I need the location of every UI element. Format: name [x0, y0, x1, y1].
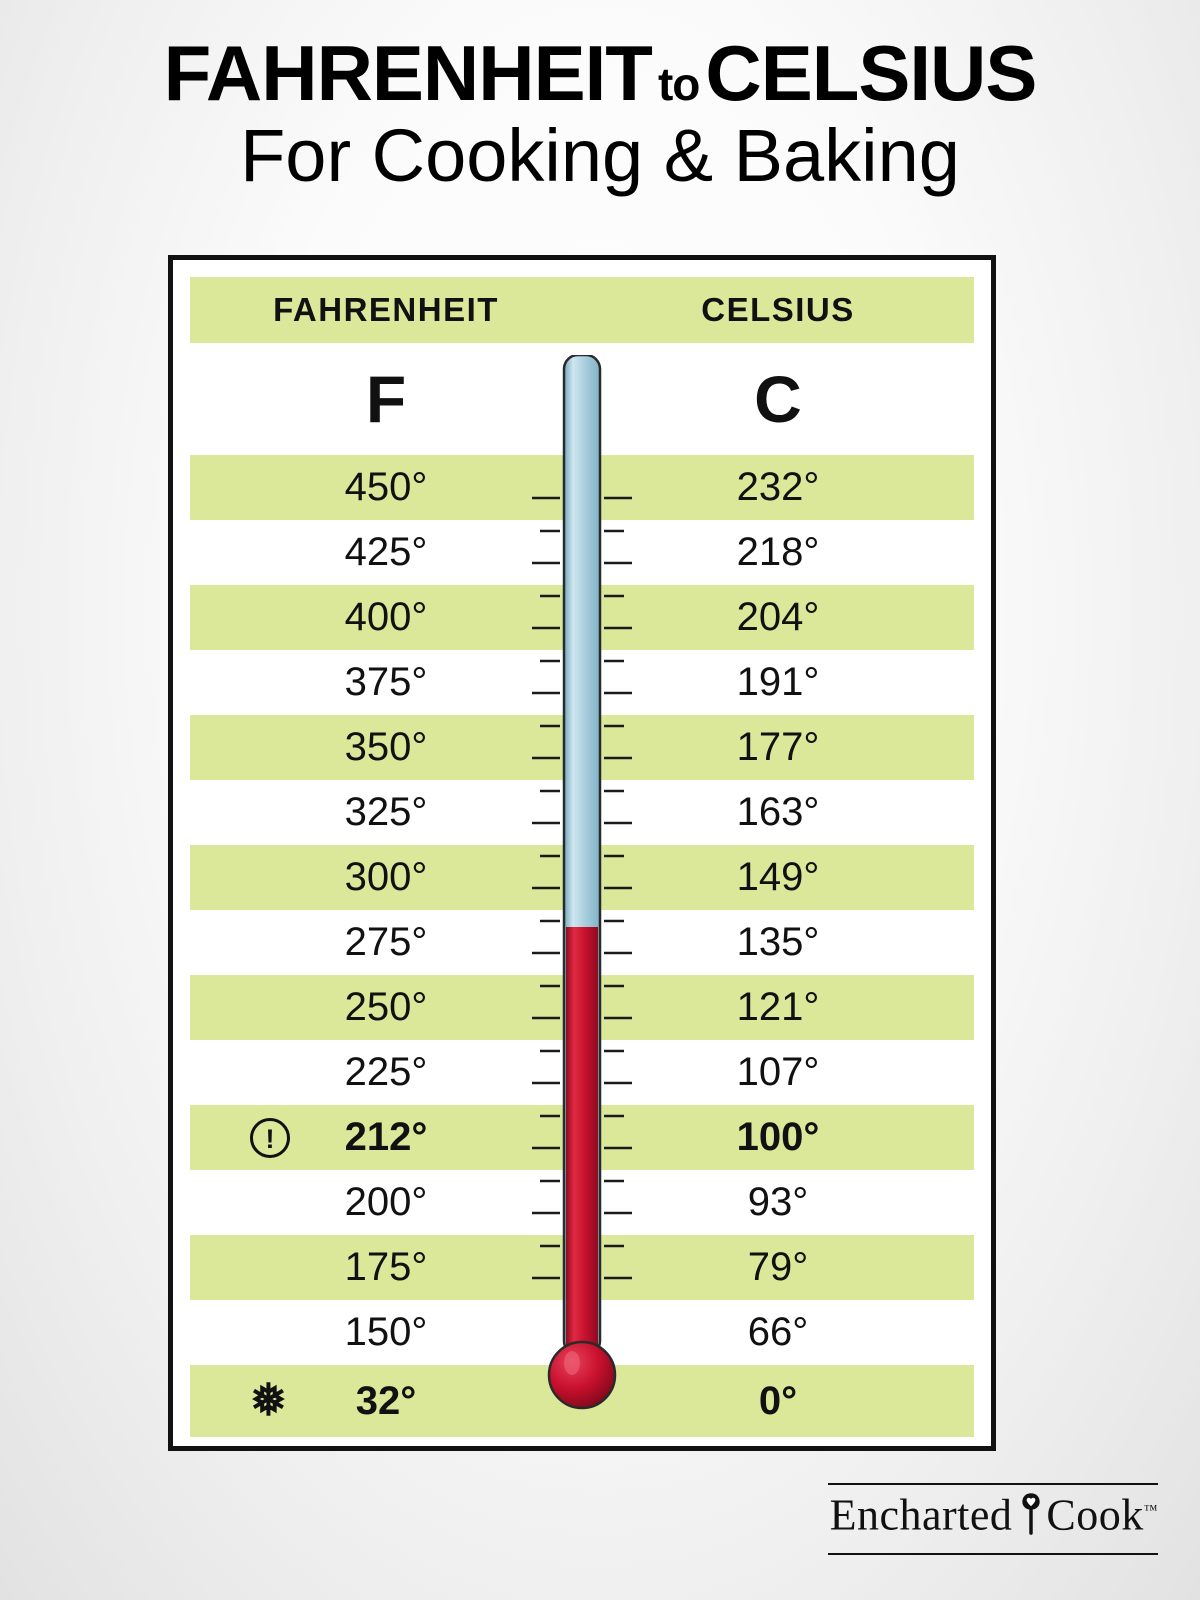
fahrenheit-value: 225°: [344, 1050, 428, 1094]
celsius-value: 191°: [736, 660, 820, 704]
fahrenheit-value: 150°: [344, 1310, 428, 1354]
fahrenheit-value: 200°: [344, 1180, 428, 1224]
table-row: [190, 650, 974, 715]
fahrenheit-value: 325°: [344, 790, 428, 834]
column-header-fahrenheit: FAHRENHEIT: [273, 291, 499, 328]
table-row: [190, 715, 974, 780]
table-row: [190, 1170, 974, 1235]
table-row: [190, 585, 974, 650]
fahrenheit-value: 275°: [344, 920, 428, 964]
table-row: [190, 845, 974, 910]
title-line-1: [0, 29, 1200, 117]
unit-symbol-c: C: [754, 362, 802, 436]
logo-text-right: Cook: [1046, 1490, 1144, 1540]
table-row-boiling: [190, 1105, 974, 1170]
celsius-value: 0°: [758, 1378, 798, 1423]
celsius-value: 135°: [736, 920, 820, 964]
table-header-row: [190, 277, 974, 343]
celsius-value: 149°: [736, 855, 820, 899]
fahrenheit-value: 250°: [344, 985, 428, 1029]
fahrenheit-value: [190, 1115, 582, 1160]
logo-rule-top: [828, 1483, 1158, 1485]
fahrenheit-value: 425°: [344, 530, 428, 574]
celsius-value: 177°: [736, 725, 820, 769]
title-celsius: CELSIUS: [705, 29, 1037, 117]
conversion-card: [168, 255, 996, 1451]
fahrenheit-value-text: 32°: [355, 1378, 417, 1423]
column-header-celsius: CELSIUS: [701, 291, 855, 328]
fahrenheit-value-text: 212°: [344, 1115, 428, 1159]
table-row: [190, 455, 974, 520]
fahrenheit-value: 300°: [344, 855, 428, 899]
fahrenheit-value: 400°: [344, 595, 428, 639]
fahrenheit-value: [190, 1376, 582, 1425]
table-row: [190, 1235, 974, 1300]
logo-text-left: Enchart: [829, 1490, 970, 1540]
celsius-value: 218°: [736, 530, 820, 574]
title-fahrenheit: FAHRENHEIT: [163, 29, 652, 117]
page-title: [0, 0, 1200, 195]
table-row: [190, 780, 974, 845]
conversion-table: [173, 260, 991, 1446]
table-row: [190, 975, 974, 1040]
logo-rule-bottom: [828, 1553, 1158, 1555]
celsius-value: 100°: [736, 1115, 820, 1159]
table-row: [190, 520, 974, 585]
fahrenheit-value: 175°: [344, 1245, 428, 1289]
unit-symbol-f: F: [365, 362, 407, 436]
celsius-value: 79°: [747, 1245, 809, 1289]
fahrenheit-value: 450°: [344, 465, 428, 509]
fahrenheit-value: 375°: [344, 660, 428, 704]
celsius-value: 66°: [747, 1310, 809, 1354]
title-line-2: For Cooking & Baking: [240, 113, 960, 197]
table-row: [190, 910, 974, 975]
celsius-value: 121°: [736, 985, 820, 1029]
celsius-value: 163°: [736, 790, 820, 834]
fahrenheit-value: 350°: [344, 725, 428, 769]
unit-symbol-row: [190, 343, 974, 455]
celsius-value: 93°: [747, 1180, 809, 1224]
celsius-value: 107°: [736, 1050, 820, 1094]
celsius-value: 204°: [736, 595, 820, 639]
table-row: [190, 1300, 974, 1365]
snowflake-icon: ❅: [250, 1376, 287, 1425]
title-to: to: [657, 58, 700, 110]
celsius-value: 232°: [736, 465, 820, 509]
alert-icon: !: [250, 1118, 290, 1158]
brand-logo: [828, 1481, 1158, 1558]
table-row: [190, 1040, 974, 1105]
table-row-freezing: [190, 1365, 974, 1437]
logo-text-mid: ed: [969, 1490, 1013, 1540]
spoon-heart-icon: [1012, 1488, 1046, 1551]
logo-wordmark: [830, 1488, 1158, 1551]
trademark-symbol: ™: [1143, 1502, 1158, 1518]
